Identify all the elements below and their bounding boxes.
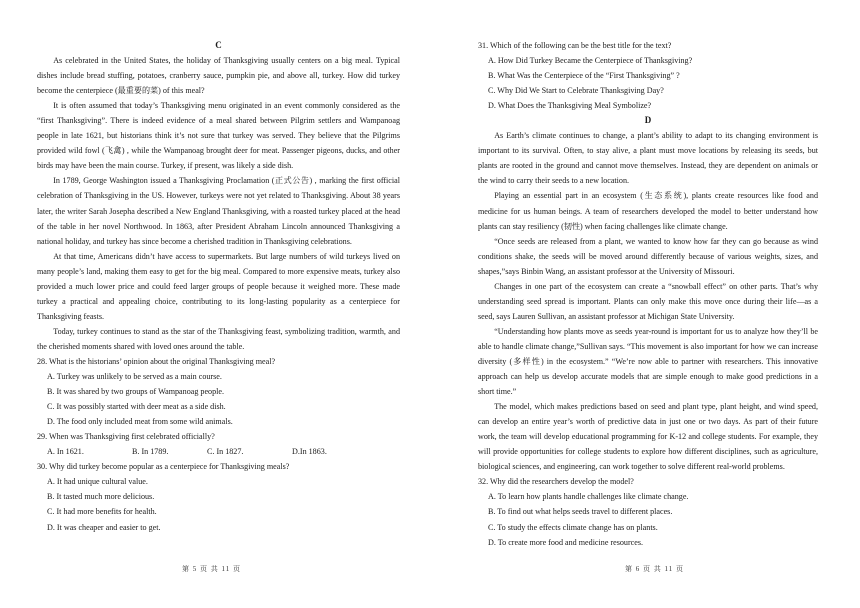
question-31-stem: 31. Which of the following can be the best title for the text? — [478, 41, 672, 50]
passage-c-paragraph-3: In 1789, George Washington issued a Thanksgiving Proclamation (正式公告) , marking the first official celebration of Thanksgiving in the US. However, turkeys were not yet related to Thanksgiving. About 38 years later, the writer Sarah Josepha described a New England Thanksgiving, with a roasted turkey placed at the head of the table in her novel Northwood. In 1863, after President Abraham Lincoln announced Thanksgiving a national holiday, and turkey has since become a cherished tradition in Thanksgiving celebrations. — [37, 176, 400, 246]
passage-c-paragraph-5: Today, turkey continues to stand as the star of the Thanksgiving feast, symbolizing tradition, warmth, and the cherished moments shared with loved ones around the table. — [37, 326, 400, 351]
page-number-left: 第 5 页 共 11 页 — [182, 565, 241, 573]
passage-d-paragraph-1: As Earth’s climate continues to change, a plant’s ability to adapt to its changing environment is important to its survival. Often, to stay alive, a plant must move locations by releasing its seeds, but plants are rooted in the ground and cannot move themselves. Instead, they are dependent on animals or the wind to carry their seeds to a new location. — [478, 131, 818, 186]
question-30-option-b: B. It tasted much more delicious. — [47, 492, 155, 502]
question-30-option-d: D. It was cheaper and easier to get. — [47, 522, 161, 532]
question-31-option-b: B. What Was the Centerpiece of the “First Thanksgiving” ? — [488, 71, 680, 81]
passage-d-paragraph-6: The model, which makes predictions based on seed and plant type, plant height, and wind speed, can develop an entire year’s worth of predictive data in just one or two days. As part of their future work, the team will develop educational programming for K-12 and college students. For example, they will provide opportunities for college students to explore how different disciplines, such as agriculture, biological sciences, and engineering, can work together to solve different real-world problems. — [478, 402, 818, 472]
question-32-stem: 32. Why did the researchers develop the model? — [478, 477, 634, 487]
question-29 — [37, 429, 400, 459]
question-29-option-c: C. In 1827. — [207, 447, 244, 457]
question-28-option-b: B. It was shared by two groups of Wampanoag people. — [47, 387, 224, 397]
question-28-option-c: C. It was possibly started with deer meat as a side dish. — [47, 402, 226, 412]
section-letter-d: D — [644, 115, 652, 126]
question-29-option-d: D.In 1863. — [292, 447, 327, 457]
question-28-stem: 28. What is the historians’ opinion about the original Thanksgiving meal? — [37, 356, 276, 366]
question-29-option-a: A. In 1621. — [47, 447, 84, 457]
question-29-options — [37, 444, 400, 459]
question-28-option-a: A. Turkey was unlikely to be served as a main course. — [47, 372, 222, 382]
right-page — [478, 38, 818, 550]
question-30-option-c: C. It had more benefits for health. — [47, 507, 157, 517]
passage-d-paragraph-5: “Understanding how plants move as seeds year-round is important for us to analyze how they’ll be able to handle climate change,”Sullivan says. “This movement is also important for how we can increase diversity (多样性) in the ecosystem.” “We’re now able to partner with researchers. This innovative approach can help us develop accurate models that are simple enough to make good predictions in a short time.” — [478, 326, 818, 397]
question-28-option-d: D. The food only included meat from some wild animals. — [47, 417, 233, 427]
question-30-option-a: A. It had unique cultural value. — [47, 477, 148, 487]
passage-c-paragraph-2: It is often assumed that today’s Thanksgiving menu originated in an event commonly considered as the “first Thanksgiving”. There is indeed evidence of a meal shared between Pilgrim settlers and Wampanoag people in late 1621, but historians think it’s not sure that turkey was served. They believe that the Pilgrims provided wild fowl (飞禽) , while the Wampanoag brought deer for meat. Passenger pigeons, ducks, and other birds may have been the main course. Turkey, if present, was likely a side dish. — [37, 101, 400, 171]
passage-c-paragraph-4: At that time, Americans didn’t have access to supermarkets. But large numbers of wild turkeys lived on many people’s land, making them easy to get for the big meal. Compared to more expensive meats, turkey also provided a much lower price and could feed larger groups of people because it weighed more. These made turkey a practical and appealing choice, contributing to its long-lasting popularity as a centerpiece for Thanksgiving feasts. — [37, 251, 400, 321]
question-32-option-b: B. To find out what helps seeds travel to different places. — [488, 507, 673, 517]
question-31-option-c: C. Why Did We Start to Celebrate Thanksgiving Day? — [488, 86, 664, 96]
question-31-option-a: A. How Did Turkey Became the Centerpiece of Thanksgiving? — [488, 56, 693, 66]
question-31-option-d: D. What Does the Thanksgiving Meal Symbolize? — [488, 101, 652, 111]
page-number-right: 第 6 页 共 11 页 — [625, 565, 684, 573]
passage-d-paragraph-4: Changes in one part of the ecosystem can create a “snowball effect” on other parts. That’s why understanding seed spread is important. Plants can only make this move once during their life—as a seed, says Lauren Sullivan, an assistant professor at Michigan State University. — [478, 281, 818, 321]
question-28 — [37, 354, 400, 429]
question-32-option-c: C. To study the effects climate change has on plants. — [488, 522, 658, 532]
question-32-option-d: D. To create more food and medicine resources. — [488, 537, 644, 547]
question-32-option-a: A. To learn how plants handle challenges like climate change. — [488, 492, 689, 502]
question-30-stem: 30. Why did turkey become popular as a centerpiece for Thanksgiving meals? — [37, 462, 290, 472]
question-29-option-b: B. In 1789. — [132, 447, 169, 457]
left-page — [37, 38, 400, 535]
question-31 — [478, 38, 818, 113]
question-30 — [37, 459, 400, 534]
section-letter-c: C — [215, 40, 222, 50]
passage-c-paragraph-1: As celebrated in the United States, the holiday of Thanksgiving usually centers on a big meal. Typical dishes include bread stuffing, potatoes, cranberry sauce, pumpkin pie, and above all, turkey. How did turkey become the centerpiece (最重要的菜) of this meal? — [37, 56, 400, 96]
question-32 — [478, 474, 818, 549]
passage-d-paragraph-3: “Once seeds are released from a plant, we wanted to know how far they can go because as wind conditions shake, the seeds will be moved around differently because of various weights, sizes, and shapes,”says Binbin Wang, an assistant professor at the University of Missouri. — [478, 236, 818, 276]
question-29-stem: 29. When was Thanksgiving first celebrated officially? — [37, 432, 215, 442]
passage-d-paragraph-2: Playing an essential part in an ecosystem (生态系统), plants create resources like food and medicine for us human beings. A team of researchers developed the model to better understand how plants can stay resiliency (韧性) when facing challenges like climate change. — [478, 191, 818, 231]
